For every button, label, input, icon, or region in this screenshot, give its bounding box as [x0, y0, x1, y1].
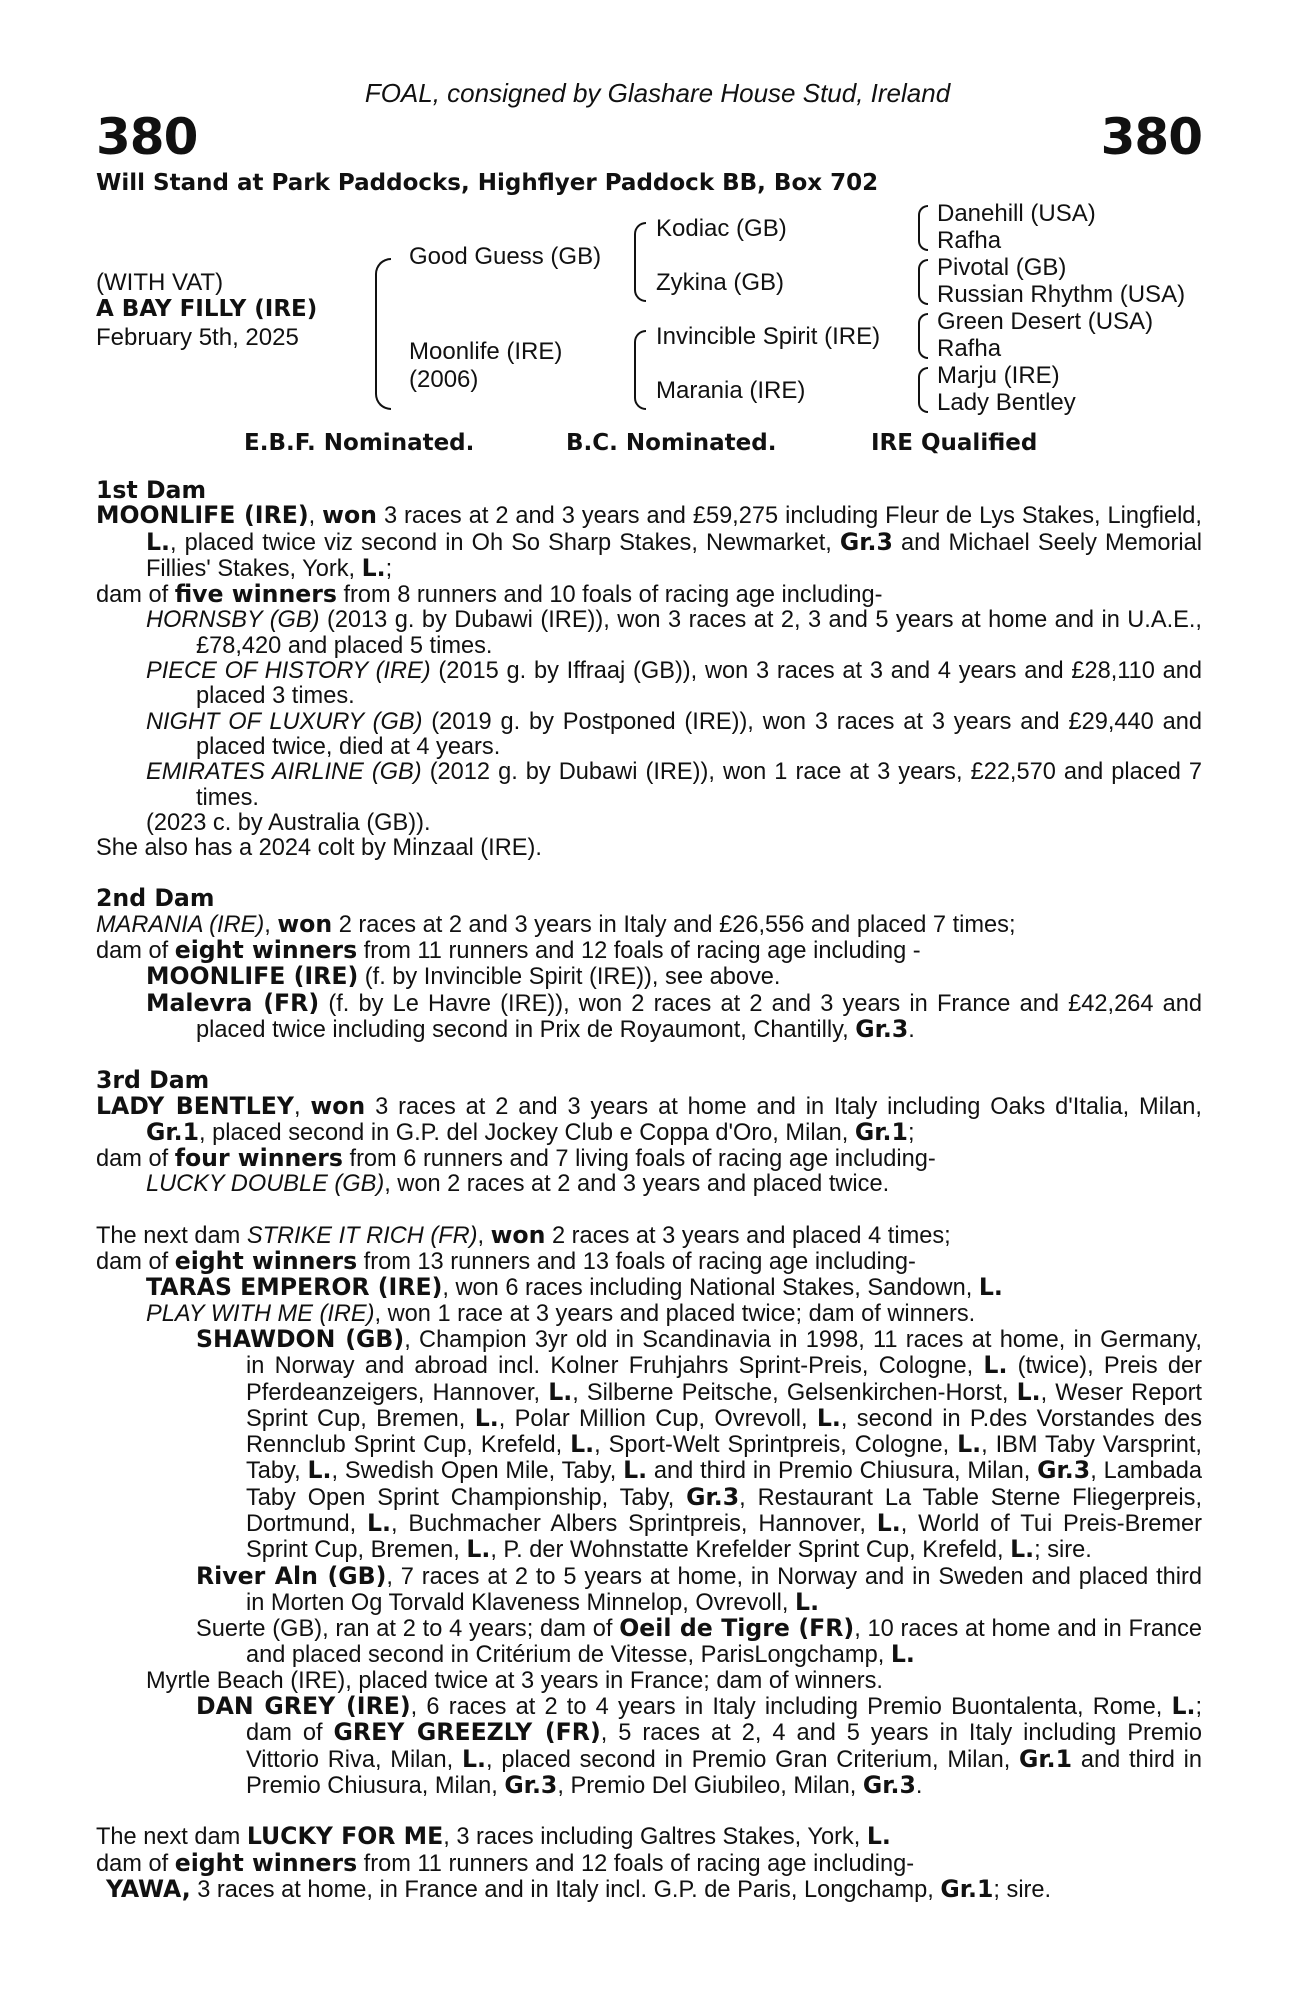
- stand-location: Will Stand at Park Paddocks, Highflyer Paddock BB, Box 702: [96, 170, 879, 196]
- produce-note: She also has a 2024 colt by Minzaal (IRE).: [96, 835, 542, 862]
- brace-g34: [918, 259, 928, 305]
- lot-number-left: 380: [96, 108, 198, 166]
- sire-sire: Kodiac (GB): [656, 215, 787, 242]
- produce-entry: River Aln (GB), 7 races at 2 to 5 years at home, in Norway and in Sweden and placed third in Morten Og Torvald Klaveness Minnelop, Ovrevoll, L.: [196, 1561, 1203, 1616]
- ancestor-1: Danehill (USA): [937, 200, 1096, 227]
- second-dam-produce-summary: dam of eight winners from 11 runners and 12 foals of racing age including -: [96, 936, 921, 965]
- ancestor-2: Rafha: [937, 227, 1002, 254]
- fourth-dam-record: The next dam STRIKE IT RICH (FR), won 2 races at 3 years and placed 4 times;: [96, 1220, 951, 1249]
- ebf-nomination: E.B.F. Nominated.: [244, 430, 475, 456]
- first-dam-produce-summary: dam of five winners from 8 runners and 10 foals of racing age including-: [96, 580, 883, 609]
- brace-g78: [918, 367, 928, 413]
- produce-entry: Malevra (FR) (f. by Le Havre (IRE)), won 2 races at 2 and 3 years in France and £42,264 and placed twice including second in Prix de Royaumont, Chantilly, Gr.3.: [146, 988, 1202, 1043]
- produce-entry: PLAY WITH ME (IRE), won 1 race at 3 years and placed twice; dam of winners.: [146, 1300, 976, 1327]
- brace-dam-line: [375, 258, 391, 410]
- brace-g12: [918, 205, 928, 251]
- produce-entry: (2023 c. by Australia (GB)).: [146, 809, 431, 836]
- dam-dam: Marania (IRE): [656, 377, 806, 404]
- sire-dam: Zykina (GB): [656, 269, 785, 296]
- first-dam-heading: 1st Dam: [96, 476, 207, 504]
- ancestor-3: Pivotal (GB): [937, 254, 1067, 281]
- produce-entry: LUCKY DOUBLE (GB), won 2 races at 2 and 3 years and placed twice.: [146, 1171, 890, 1198]
- dam-year: (2006): [409, 366, 479, 393]
- second-dam-record: MARANIA (IRE), won 2 races at 2 and 3 years in Italy and £26,556 and placed 7 times;: [96, 909, 1016, 938]
- dam-sire: Invincible Spirit (IRE): [656, 323, 881, 350]
- sire: Good Guess (GB): [409, 243, 602, 270]
- produce-entry: HORNSBY (GB) (2013 g. by Dubawi (IRE)), won 3 races at 2, 3 and 5 years at home and in U.A.E., £78,420 and placed 5 times.: [146, 607, 1202, 659]
- lot-number-right: 380: [1100, 108, 1202, 166]
- second-dam-heading: 2nd Dam: [96, 884, 215, 913]
- third-dam-record: LADY BENTLEY, won 3 races at 2 and 3 years at home and in Italy including Oaks d'Italia, Milan, Gr.1, placed second in G.P. del Jockey Club e Coppa d'Oro, Milan, Gr.1;: [96, 1091, 1202, 1146]
- produce-entry: EMIRATES AIRLINE (GB) (2012 g. by Dubawi (IRE)), won 1 race at 3 years, £22,570 and placed 7 times.: [146, 759, 1202, 811]
- fourth-dam-produce-summary: dam of eight winners from 13 runners and 13 foals of racing age including-: [96, 1247, 916, 1276]
- produce-entry: DAN GREY (IRE), 6 races at 2 to 4 years in Italy including Premio Buontalenta, Rome, L.; dam of GREY GREEZLY (FR), 5 races at 2, 4 and 5 years in Italy including Premio Vittorio Riva, Milan, L., placed second in Premio Gran Criterium, Milan, Gr.1 and third in Premio Chiusura, Milan, Gr.3, Premio Del Giubileo, Milan, Gr.3.: [196, 1692, 1203, 1799]
- catalogue-body: [96, 478, 1202, 1903]
- consignment-line: FOAL, consigned by Glashare House Stud, Ireland: [364, 78, 951, 108]
- first-dam-record: MOONLIFE (IRE), won 3 races at 2 and 3 years and £59,275 including Fleur de Lys Stakes, Lingfield, L., placed twice viz second in Oh So Sharp Stakes, Newmarket, Gr.3 and Michael Seely Memorial Fillies' Stakes, York, L.;: [96, 501, 1202, 582]
- produce-entry: Myrtle Beach (IRE), placed twice at 3 years in France; dam of winners.: [146, 1667, 883, 1694]
- ancestor-5: Green Desert (USA): [937, 308, 1154, 335]
- produce-entry: PIECE OF HISTORY (IRE) (2015 g. by Iffraaj (GB)), won 3 races at 3 and 4 years and £28,110 and placed 3 times.: [146, 658, 1202, 710]
- ire-qualified: IRE Qualified: [871, 430, 1038, 456]
- produce-entry: MOONLIFE (IRE) (f. by Invincible Spirit (IRE)), see above.: [146, 962, 781, 991]
- produce-entry: YAWA, 3 races at home, in France and in Italy incl. G.P. de Paris, Longchamp, Gr.1; sire.: [106, 1874, 1052, 1903]
- fifth-dam-produce-summary: dam of eight winners from 11 runners and 12 foals of racing age including-: [96, 1848, 915, 1877]
- produce-entry: SHAWDON (GB), Champion 3yr old in Scandinavia in 1998, 11 races at home, in Germany, in Norway and abroad incl. Kolner Fruhjahrs Sprint-Preis, Cologne, L. (twice), Preis der Pferdeanzeigers, Hannover, L., Silberne Peitsche, Gelsenkirchen-Horst, L., Weser Report Sprint Cup, Bremen, L., Polar Million Cup, Ovrevoll, L., second in P.des Vorstandes des Rennclub Sprint Cup, Krefeld, L., Sport-Welt Sprintpreis, Cologne, L., IBM Taby Varsprint, Taby, L., Swedish Open Mile, Taby, L. and third in Premio Chiusura, Milan, Gr.3, Lambada Taby Open Sprint Championship, Taby, Gr.3, Restaurant La Table Sterne Fliegerpreis, Dortmund, L., Buchmacher Albers Sprintpreis, Hannover, L., World of Tui Preis-Bremer Sprint Cup, Bremen, L., P. der Wohnstatte Krefelder Sprint Cup, Krefeld, L.; sire.: [196, 1324, 1203, 1564]
- horse-name: MOONLIFE (IRE): [96, 501, 309, 530]
- lot-name: A BAY FILLY (IRE): [96, 296, 318, 322]
- vat-note: (WITH VAT): [96, 269, 224, 296]
- produce-entry: NIGHT OF LUXURY (GB) (2019 g. by Postponed (IRE)), won 3 races at 3 years and £29,440 and placed twice, died at 4 years.: [146, 708, 1202, 760]
- ancestor-8: Lady Bentley: [937, 389, 1076, 416]
- third-dam-heading: 3rd Dam: [96, 1066, 210, 1095]
- brace-dam-parents: [634, 330, 646, 410]
- ancestor-7: Marju (IRE): [937, 362, 1060, 389]
- produce-entry: Suerte (GB), ran at 2 to 4 years; dam of Oeil de Tigre (FR), 10 races at home and in France and placed second in Critérium de Vitesse, ParisLongchamp, L.: [196, 1614, 1202, 1669]
- dam: Moonlife (IRE): [409, 338, 563, 365]
- brace-g56: [918, 313, 928, 359]
- produce-entry: TARAS EMPEROR (IRE), won 6 races including National Stakes, Sandown, L.: [146, 1273, 1003, 1302]
- ancestor-4: Russian Rhythm (USA): [937, 281, 1186, 308]
- foaling-date: February 5th, 2025: [96, 324, 299, 351]
- brace-sire-parents: [634, 222, 646, 302]
- bc-nomination: B.C. Nominated.: [566, 430, 777, 456]
- fifth-dam-record: The next dam LUCKY FOR ME, 3 races including Galtres Stakes, York, L.: [96, 1822, 891, 1851]
- ancestor-6: Rafha: [937, 335, 1002, 362]
- third-dam-produce-summary: dam of four winners from 6 runners and 7 living foals of racing age including-: [96, 1144, 936, 1173]
